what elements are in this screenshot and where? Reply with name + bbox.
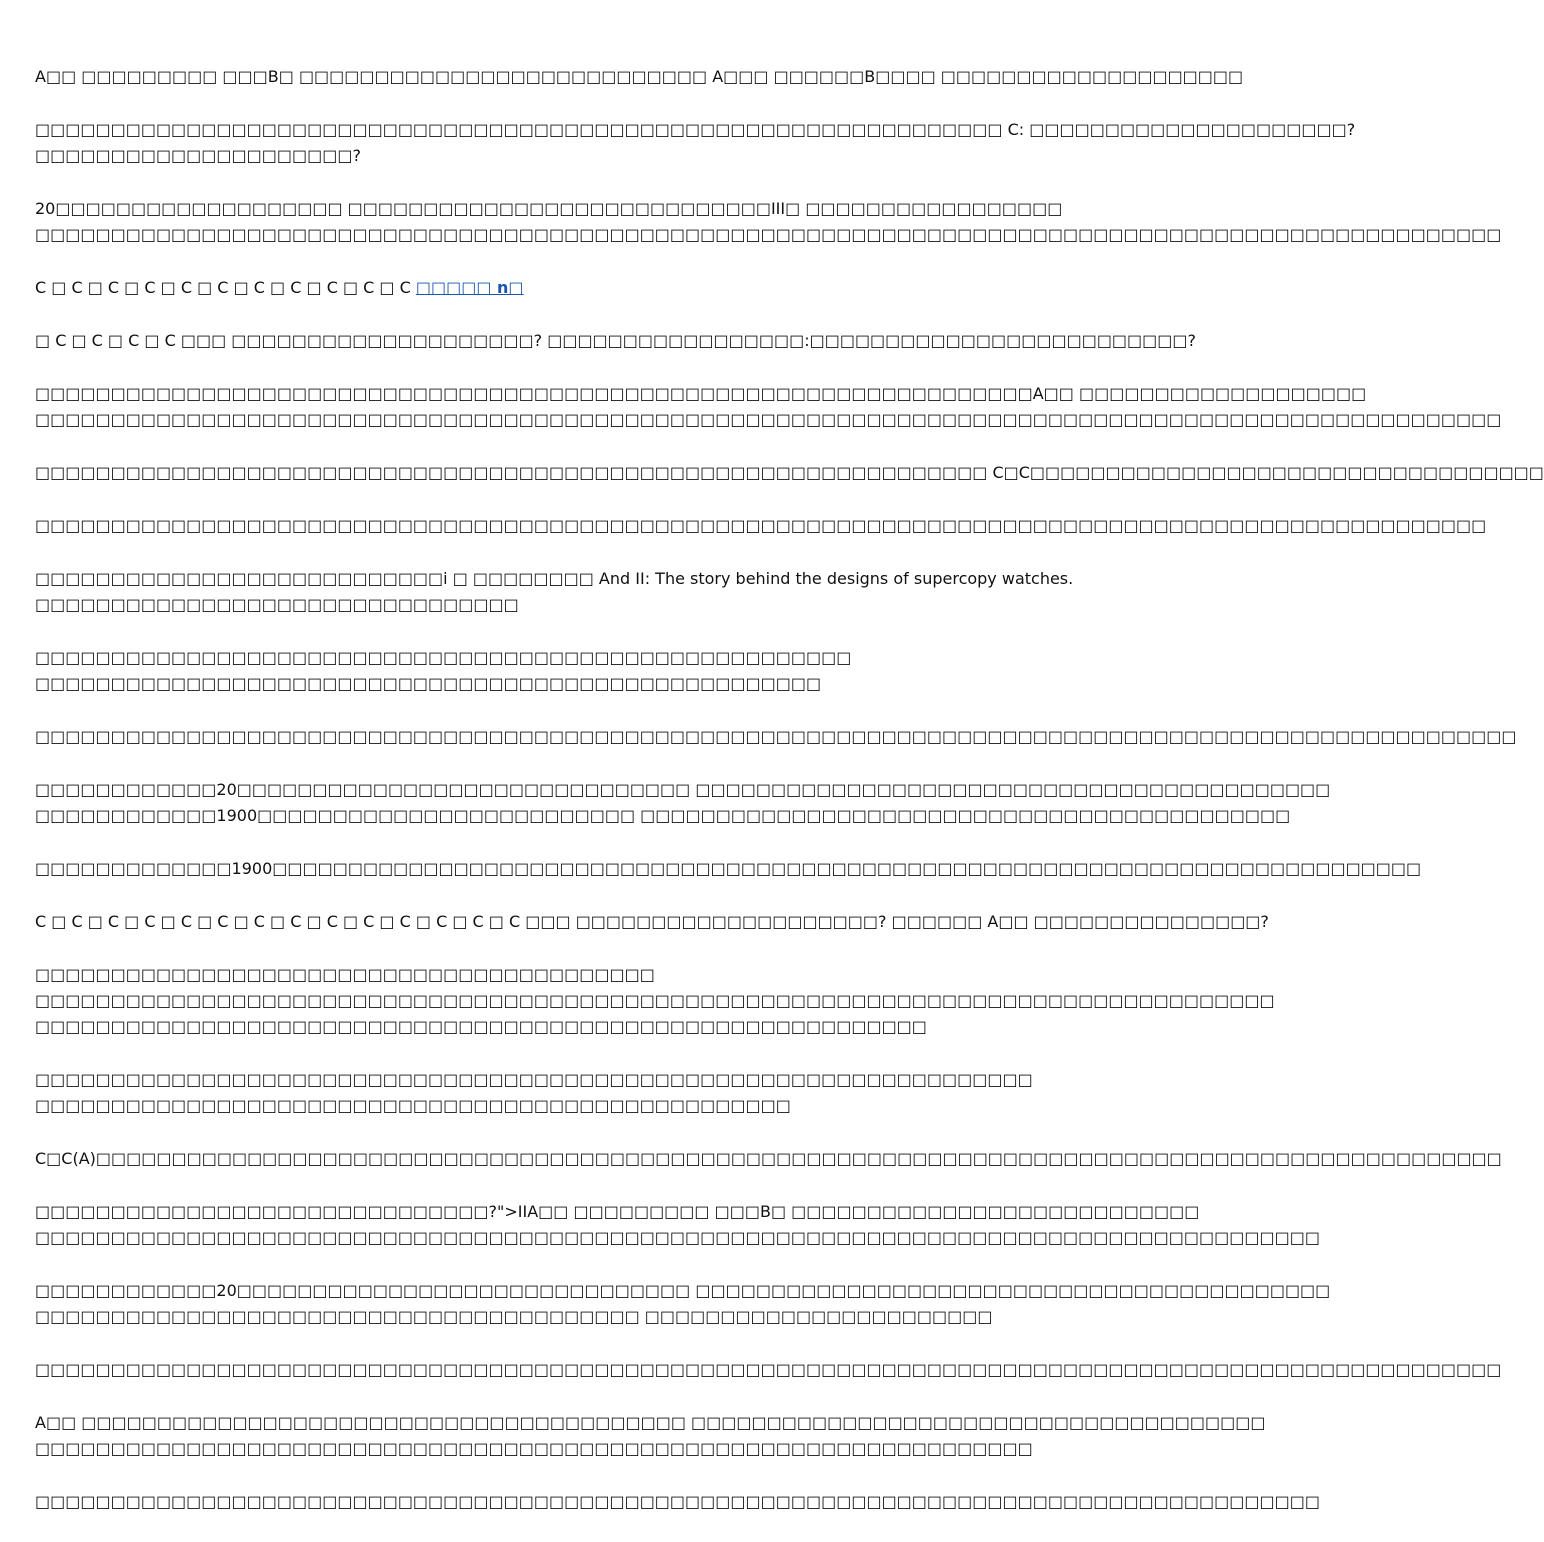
paragraph-line: □□□□□□□□□□□□□□□□□□□□□□□□□□□□□□□□□□□□□□□□□□□□□□□□□□□□ bbox=[35, 674, 822, 693]
paragraph-line: □ C □ C □ C □ C □□□ □□□□□□□□□□□□□□□□□□□□? □□□□□□□□□□□□□□□□□:□□□□□□□□□□□□□□□□□□□□□□□□□? bbox=[35, 331, 1197, 350]
paragraph bbox=[35, 1067, 1033, 1119]
paragraph bbox=[35, 1357, 1502, 1383]
paragraph-line: □□□□□□□□□□□□□□□□□□□□□□□□□□□□□□□□□□□□□□□□□□□□□□□□□□□□□□□□□□□□□□□□□□□□□□□□□□□□□□□□□□□□□ bbox=[35, 1228, 1320, 1247]
paragraph bbox=[35, 64, 1244, 90]
paragraph-line-text: C □ C □ C □ C □ C □ C □ C □ C □ C □ C □ C bbox=[35, 278, 411, 297]
paragraph bbox=[35, 1489, 1320, 1515]
paragraph-line: □□□□□□□□□□□□□□□□□□□□□□□□□□□i □ □□□□□□□□ And II: The story behind the designs of supercopy watches. bbox=[35, 569, 1074, 588]
paragraph bbox=[35, 645, 990, 697]
paragraph bbox=[35, 856, 1422, 882]
paragraph-line: □□□□□□□□□□□□□□□□□□□□□□□□□□□□□□□□□□□□□□□□□□□□□□□□□□ bbox=[35, 1096, 791, 1115]
paragraph-line: □□□□□□□□□□□□□□□□□□□□□□□□□□□□□□□□□□□□□□□□□□□□□□□□□□□□□□□□□□□□□□□□□□□□□□□□□□□□□□□□□□□□□□□□□□□□□□□□□ bbox=[35, 1360, 1502, 1379]
paragraph-line: □□□□□□□□□□□□□□□□□□□□□□□□□□□□□□□□□□□□□□□□ □□□□□□□□□□□□□□□□□□□□□□□ bbox=[35, 1307, 993, 1326]
paragraph-line: C□C(A)□□□□□□□□□□□□□□□□□□□□□□□□□□□□□□□□□□□□□□□□□□□□□□□□□□□□□□□□□□□□□□□□□□□□□□□□□□□□□□□□□□□□□□□□□□□□□ bbox=[35, 1149, 1502, 1168]
paragraph-line: □□□□□□□□□□□□□□□□□□□□□□□□□□□□□□?">IIA□□ □□□□□□□□□ □□□B□ □□□□□□□□□□□□□□□□□□□□□□□□□□□ bbox=[35, 1202, 1200, 1221]
paragraph bbox=[35, 117, 1356, 169]
paragraph-line bbox=[35, 275, 990, 301]
paragraph bbox=[35, 1199, 1320, 1251]
inline-link[interactable]: □□□□□ n□ bbox=[415, 278, 524, 297]
paragraph-line: □□□□□□□□□□□□□□□□□□□□□□□□□□□□□□□□□□□□□□□□□□□□□□□□□□□□□□□□□□□□□□□□□□□□□□□□□□□□□□□□□□□□□□□□□□□□□□□□ bbox=[35, 516, 1487, 535]
paragraph bbox=[35, 328, 1197, 354]
paragraph bbox=[35, 196, 1502, 248]
paragraph-line: □□□□□□□□□□□□□□□□□□□□□□□□□□□□□□□□□□□□□□□□□ bbox=[35, 965, 655, 984]
paragraph-line: □□□□□□□□□□□□□□□□□□□□□□□□□□□□□□□□□□□□□□□□□□□□□□□□□□□□□□□□□□□□□□□□□□A□□ □□□□□□□□□□□□□□□□□□□ bbox=[35, 384, 1367, 403]
paragraph-line: □□□□□□□□□□□□□1900□□□□□□□□□□□□□□□□□□□□□□□□□□□□□□□□□□□□□□□□□□□□□□□□□□□□□□□□□□□□□□□□□□□□□□□□□□□□ bbox=[35, 859, 1422, 878]
paragraph-line: □□□□□□□□□□□□□□□□□□□□□□□□□□□□□□□□□□□□□□□□□□□□□□□□□□□□□□□□□□□□□□□ C□C□□□□□□□□□□□□□□□□□□□□□□□□□□□□□□□□□□ bbox=[35, 463, 1544, 482]
paragraph-line: □□□□□□□□□□□□□□□□□□□□□□□□□□□□□□□□□□□□□□□□□□□□□□□□□□□□□□□□□□□ bbox=[35, 1017, 927, 1036]
paragraph-line: □□□□□□□□□□□□□□□□□□□□□□□□□□□□□□□□□□□□□□□□□□□□□□□□□□□□□□□□□□□□□□□□□□□□□□□□□□□□□□□□□□□□□ bbox=[35, 1492, 1320, 1511]
paragraph bbox=[35, 909, 1269, 935]
paragraph-line: C □ C □ C □ C □ C □ C □ C □ C □ C □ C □ C □ C □ C □ C □□□ □□□□□□□□□□□□□□□□□□□□? □□□□□□ A□□ □□□□□□□□□□□□□□□? bbox=[35, 912, 1269, 931]
paragraph-line: □□□□□□□□□□□□□□□□□□□□□□□□□□□□□□□□□□□□□□□□□□□□□□□□□□□□□□□□□□□□□□□□□□□□□□□□□□□□□□□□□□□□□□□□□□□□□□□□□ bbox=[35, 225, 1502, 244]
paragraph-line: □□□□□□□□□□□□□□□□□□□□□□□□□□□□□□□□□□□□□□□□□□□□□□□□□□□□□□ bbox=[35, 648, 852, 667]
paragraph bbox=[35, 275, 990, 301]
paragraph-line: □□□□□□□□□□□□□□□□□□□□□□□□□□□□□□□□□□□□□□□□□□□□□□□□□□□□□□□□□□□□□□□□□□□□□□□□□□□□□□□□□□□□□□□□□□□□□□□□□□ bbox=[35, 727, 1517, 746]
paragraph-line: □□□□□□□□□□□□□□□□□□□□□□□□□□□□□□□□□□□□□□□□□□□□□□□□□□□□□□□□□□□□□□□□ C: □□□□□□□□□□□□□□□□□□□□□? bbox=[35, 120, 1356, 139]
paragraph bbox=[35, 724, 1517, 750]
paragraph bbox=[35, 1410, 1266, 1462]
paragraph-line: □□□□□□□□□□□□□□□□□□□□□□□□□□□□□□□□ bbox=[35, 595, 519, 614]
paragraph-line: □□□□□□□□□□□□20□□□□□□□□□□□□□□□□□□□□□□□□□□□□□□ □□□□□□□□□□□□□□□□□□□□□□□□□□□□□□□□□□□□□□□□□□ bbox=[35, 780, 1331, 799]
paragraph-line: □□□□□□□□□□□□□□□□□□□□□□□□□□□□□□□□□□□□□□□□□□□□□□□□□□□□□□□□□□□□□□□□□□ bbox=[35, 1070, 1033, 1089]
paragraph-line: □□□□□□□□□□□□1900□□□□□□□□□□□□□□□□□□□□□□□□□ □□□□□□□□□□□□□□□□□□□□□□□□□□□□□□□□□□□□□□□□□□□ bbox=[35, 806, 1291, 825]
paragraph bbox=[35, 566, 1074, 618]
paragraph bbox=[35, 1146, 1502, 1172]
document-body bbox=[35, 64, 1544, 1542]
paragraph bbox=[35, 777, 1331, 829]
paragraph-line: A□□ □□□□□□□□□ □□□B□ □□□□□□□□□□□□□□□□□□□□□□□□□□□ A□□□ □□□□□□B□□□□ □□□□□□□□□□□□□□□□□□□□ bbox=[35, 67, 1244, 86]
paragraph-line: □□□□□□□□□□□□□□□□□□□□□□□□□□□□□□□□□□□□□□□□□□□□□□□□□□□□□□□□□□□□□□□□□□□□□□□□□□□□□□□□□□ bbox=[35, 991, 1275, 1010]
paragraph bbox=[35, 1278, 1331, 1330]
paragraph-line: □□□□□□□□□□□□□□□□□□□□□□□□□□□□□□□□□□□□□□□□□□□□□□□□□□□□□□□□□□□□□□□□□□ bbox=[35, 1439, 1033, 1458]
paragraph bbox=[35, 962, 1275, 1040]
paragraph-line: □□□□□□□□□□□□20□□□□□□□□□□□□□□□□□□□□□□□□□□□□□□ □□□□□□□□□□□□□□□□□□□□□□□□□□□□□□□□□□□□□□□□□□ bbox=[35, 1281, 1331, 1300]
paragraph bbox=[35, 381, 1502, 433]
paragraph bbox=[35, 460, 1544, 486]
paragraph-line: A□□ □□□□□□□□□□□□□□□□□□□□□□□□□□□□□□□□□□□□□□□□ □□□□□□□□□□□□□□□□□□□□□□□□□□□□□□□□□□□□□□ bbox=[35, 1413, 1266, 1432]
paragraph-line: □□□□□□□□□□□□□□□□□□□□□? bbox=[35, 146, 361, 165]
paragraph-line: □□□□□□□□□□□□□□□□□□□□□□□□□□□□□□□□□□□□□□□□□□□□□□□□□□□□□□□□□□□□□□□□□□□□□□□□□□□□□□□□□□□□□□□□□□□□□□□□□ bbox=[35, 410, 1502, 429]
paragraph bbox=[35, 513, 1487, 539]
paragraph-line: 20□□□□□□□□□□□□□□□□□□□ □□□□□□□□□□□□□□□□□□□□□□□□□□□□III□ □□□□□□□□□□□□□□□□□ bbox=[35, 199, 1063, 218]
